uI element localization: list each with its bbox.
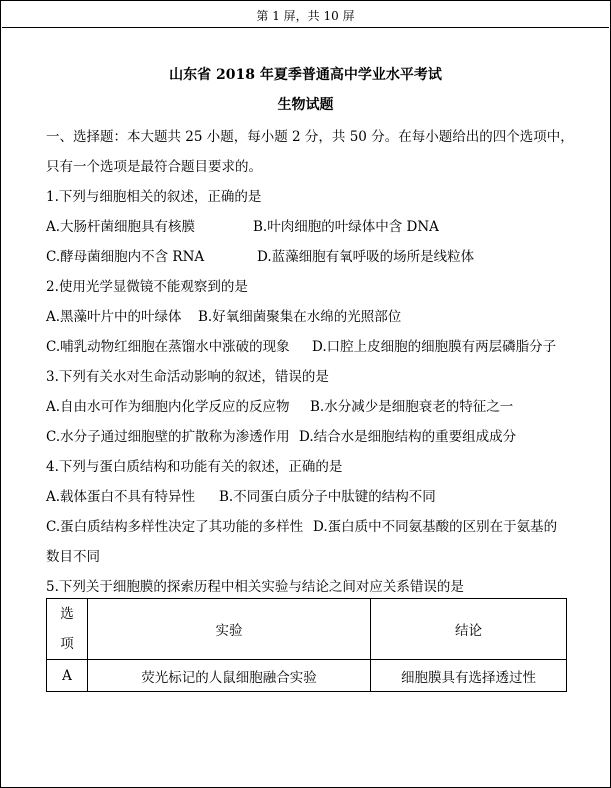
table-header-option-line2: 项 [60, 636, 74, 652]
section-intro-line1: 一、选择题：本大题共 25 小题，每小题 2 分，共 50 分。在每小题给出的四个选项中， [46, 129, 574, 145]
question-1-option-d: D.蓝藻细胞有氧呼吸的场所是线粒体 [257, 249, 475, 265]
table-header-row [47, 599, 567, 660]
question-2-option-a: A.黑藻叶片中的叶绿体 [46, 309, 182, 325]
question-3-option-c: C.水分子通过细胞壁的扩散称为渗透作用 [46, 429, 290, 445]
question-1-option-b: B.叶肉细胞的叶绿体中含 DNA [253, 219, 439, 235]
question-4-option-d-continued: 数目不同 [46, 549, 100, 565]
question-4-option-d: D.蛋白质中不同氨基酸的区别在于氨基的 [313, 519, 558, 535]
table-cell-experiment: 荧光标记的人鼠细胞融合实验 [88, 660, 371, 692]
question-3-option-a: A.自由水可作为细胞内化学反应的反应物 [46, 399, 290, 415]
question-2-option-c: C.哺乳动物红细胞在蒸馏水中涨破的现象 [46, 339, 290, 355]
question-5-stem: 5.下列关于细胞膜的探索历程中相关实验与结论之间对应关系错误的是 [46, 579, 464, 595]
question-5-table [46, 598, 567, 692]
question-2-option-d: D.口腔上皮细胞的细胞膜有两层磷脂分子 [312, 339, 557, 355]
page-indicator: 第 1 屏，共 10 屏 [256, 9, 355, 23]
question-2-stem: 2.使用光学显微镜不能观察到的是 [46, 279, 248, 295]
question-1-option-a: A.大肠杆菌细胞具有核膜 [46, 219, 196, 235]
header-divider [2, 27, 609, 28]
table-row [47, 660, 567, 692]
exam-title: 山东省 2018 年夏季普通高中学业水平考试 [169, 67, 442, 83]
table-cell-option: A [47, 660, 88, 692]
table-cell-conclusion: 细胞膜具有选择透过性 [371, 660, 567, 692]
question-4-option-c: C.蛋白质结构多样性决定了其功能的多样性 [46, 519, 304, 535]
question-2-option-b: B.好氧细菌聚集在水绵的光照部位 [198, 309, 402, 325]
question-4-option-b: B.不同蛋白质分子中肽键的结构不同 [219, 489, 436, 505]
section-intro-line2: 只有一个选项是最符合题目要求的。 [46, 159, 262, 175]
table-header-conclusion: 结论 [371, 599, 567, 660]
table-header-experiment: 实验 [88, 599, 371, 660]
question-3-stem: 3.下列有关水对生命活动影响的叙述，错误的是 [46, 369, 329, 385]
question-1-option-c: C.酵母菌细胞内不含 RNA [46, 249, 205, 265]
question-3-option-d: D.结合水是细胞结构的重要组成成分 [299, 429, 517, 445]
table-header-option [47, 599, 88, 660]
question-1-stem: 1.下列与细胞相关的叙述，正确的是 [46, 189, 262, 205]
question-4-stem: 4.下列与蛋白质结构和功能有关的叙述，正确的是 [46, 459, 343, 475]
question-4-option-a: A.载体蛋白不具有特异性 [46, 489, 196, 505]
question-3-option-b: B.水分减少是细胞衰老的特征之一 [310, 399, 514, 415]
exam-subtitle: 生物试题 [277, 97, 334, 113]
table-header-option-line1: 选 [60, 606, 74, 622]
